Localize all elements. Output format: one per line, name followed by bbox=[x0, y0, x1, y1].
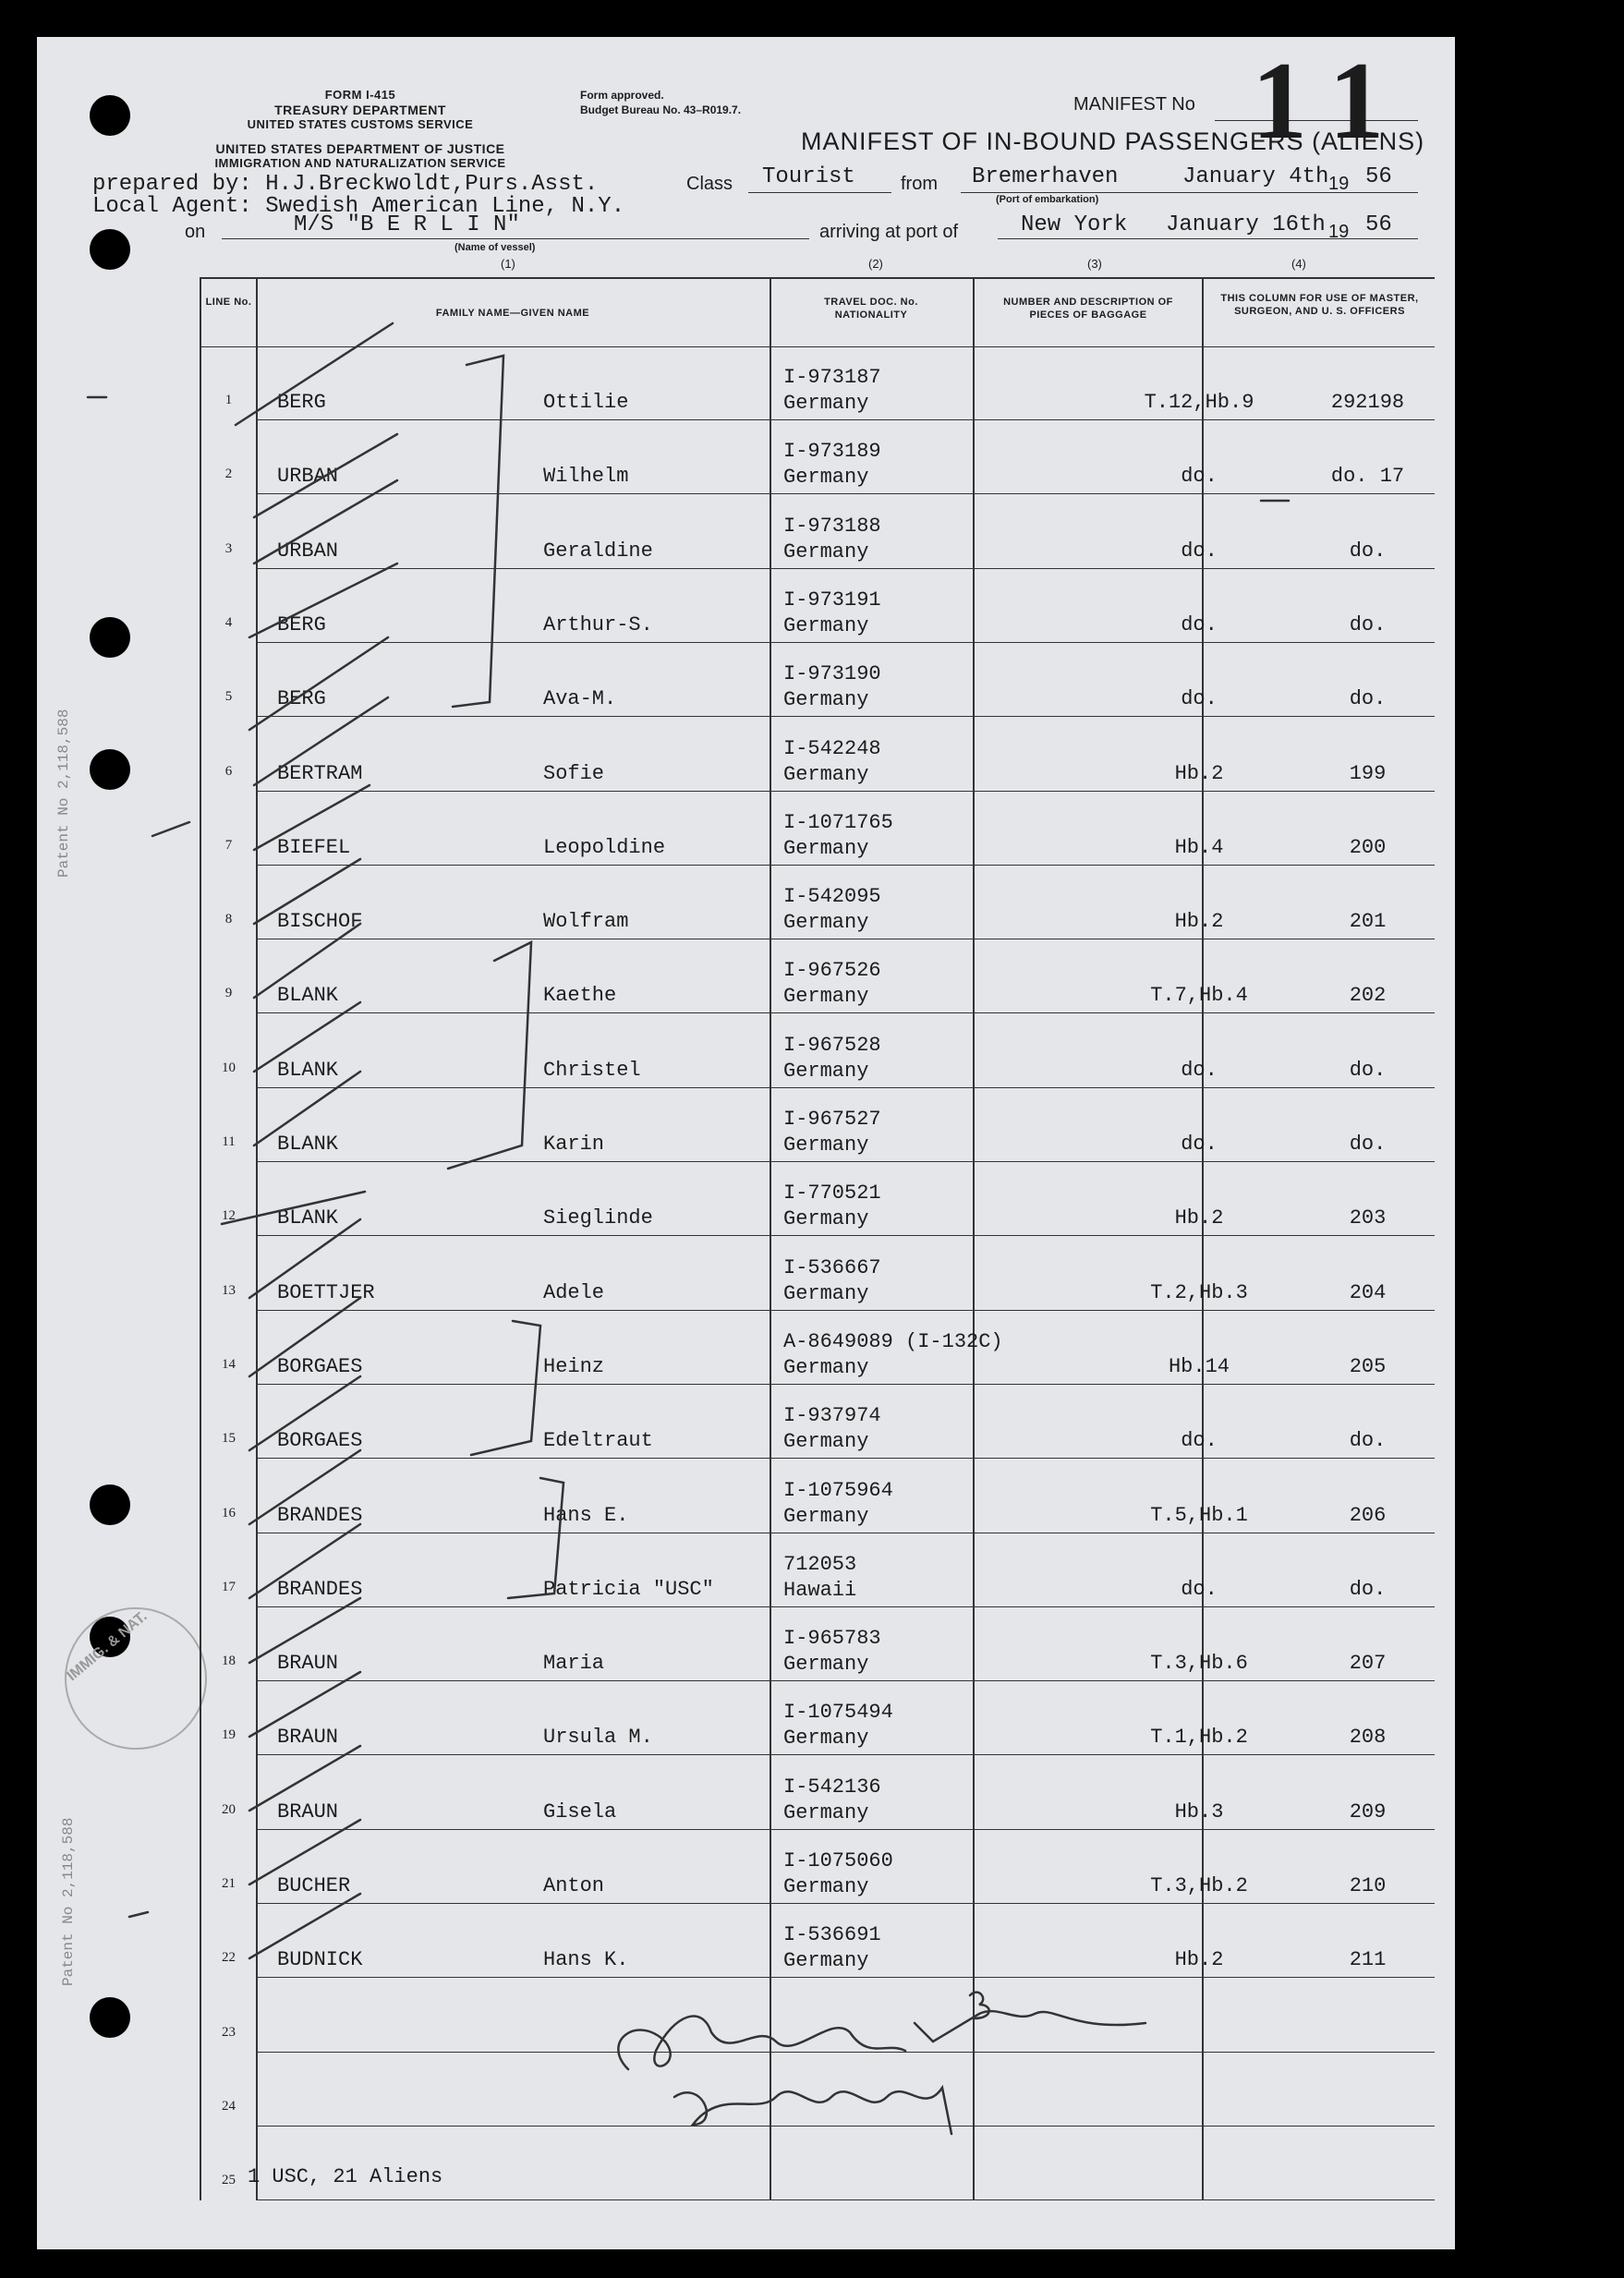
line-number: 16 bbox=[222, 1505, 236, 1521]
arrival-year: 56 bbox=[1365, 212, 1392, 237]
officer-cell: 202 bbox=[1349, 984, 1387, 1008]
travel-doc-number: I-973191 bbox=[783, 588, 881, 612]
nationality: Germany bbox=[783, 1355, 869, 1379]
baggage-cell: T.7,Hb.4 bbox=[1150, 984, 1248, 1008]
line-number: 23 bbox=[222, 2024, 236, 2040]
col-header-officers: THIS COLUMN FOR USE OF MASTER, SURGEON, AND U. S. OFFICERS bbox=[1220, 293, 1419, 317]
line-number: 20 bbox=[222, 1801, 236, 1817]
given-name: Patricia "USC" bbox=[543, 1577, 714, 1601]
baggage-cell: T.3,Hb.2 bbox=[1150, 1874, 1248, 1897]
nationality: Germany bbox=[783, 1059, 869, 1083]
baggage-cell: T.5,Hb.1 bbox=[1150, 1503, 1248, 1527]
on-label: on bbox=[185, 222, 206, 242]
family-name: BUCHER bbox=[277, 1874, 351, 1897]
customs-service: UNITED STATES CUSTOMS SERVICE bbox=[247, 117, 474, 131]
travel-doc-number: I-973187 bbox=[783, 366, 881, 389]
travel-doc-number: A-8649089 (I-132C) bbox=[783, 1329, 1003, 1353]
baggage-cell: Hb.2 bbox=[1174, 761, 1224, 785]
punch-hole bbox=[90, 95, 130, 136]
family-name: BLANK bbox=[277, 1133, 339, 1156]
officer-cell: 199 bbox=[1349, 761, 1387, 785]
officer-cell: 204 bbox=[1349, 1280, 1387, 1304]
col-number-1: (1) bbox=[501, 257, 515, 271]
baggage-cell: T.3,Hb.6 bbox=[1150, 1652, 1248, 1676]
baggage-cell: do. bbox=[1181, 1429, 1218, 1453]
nationality: Germany bbox=[783, 1430, 869, 1454]
baggage-cell: do. bbox=[1181, 1133, 1218, 1156]
baggage-cell: do. bbox=[1181, 539, 1218, 563]
travel-doc-number: I-542136 bbox=[783, 1775, 881, 1799]
family-name: BERTRAM bbox=[277, 761, 363, 785]
travel-doc-number: I-967526 bbox=[783, 959, 881, 983]
line-number: 17 bbox=[222, 1579, 236, 1594]
port-caption: (Port of embarkation) bbox=[996, 194, 1099, 205]
line-number: 14 bbox=[222, 1356, 236, 1372]
nationality: Germany bbox=[783, 1727, 869, 1751]
officer-cell: 201 bbox=[1349, 910, 1387, 934]
given-name: Karin bbox=[543, 1133, 605, 1156]
travel-doc-cell bbox=[783, 1922, 881, 1974]
given-name: Kaethe bbox=[543, 984, 617, 1008]
given-name: Hans E. bbox=[543, 1503, 629, 1527]
baggage-cell: Hb.3 bbox=[1174, 1799, 1224, 1824]
line-number: 13 bbox=[222, 1282, 236, 1298]
officer-cell: do. bbox=[1349, 687, 1387, 711]
travel-doc-cell bbox=[783, 1181, 881, 1232]
baggage-cell: T.1,Hb.2 bbox=[1150, 1726, 1248, 1750]
given-name: Maria bbox=[543, 1652, 605, 1676]
family-name: BLANK bbox=[277, 1058, 339, 1082]
nationality: Germany bbox=[783, 985, 869, 1009]
baggage-cell: T.12,Hb.9 bbox=[1144, 391, 1254, 414]
officer-cell: do. bbox=[1349, 1429, 1387, 1453]
officer-cell: 200 bbox=[1349, 835, 1387, 859]
officer-cell: do. bbox=[1349, 539, 1387, 563]
given-name: Leopoldine bbox=[543, 835, 666, 859]
travel-doc-cell bbox=[783, 1552, 856, 1604]
travel-doc-cell bbox=[783, 661, 881, 713]
vessel-name: M/S "B E R L I N" bbox=[294, 212, 520, 237]
table-row bbox=[201, 1681, 1435, 1755]
officer-cell: 209 bbox=[1349, 1799, 1387, 1824]
family-name: BOETTJER bbox=[277, 1280, 375, 1304]
travel-doc-number: I-1075964 bbox=[783, 1478, 893, 1502]
given-name: Geraldine bbox=[543, 539, 653, 563]
patent-number: Patent No 2,118,588 bbox=[55, 709, 72, 878]
family-name: BRAUN bbox=[277, 1726, 339, 1750]
line-number: 19 bbox=[222, 1727, 236, 1743]
budget-note: Budget Bureau No. 43–R019.7. bbox=[580, 103, 742, 116]
travel-doc-cell bbox=[783, 588, 881, 639]
travel-doc-cell bbox=[783, 365, 881, 417]
given-name: Adele bbox=[543, 1280, 605, 1304]
col-number-4: (4) bbox=[1291, 257, 1306, 271]
travel-doc-cell bbox=[783, 439, 881, 491]
travel-doc-cell bbox=[783, 1033, 881, 1084]
family-name: BRANDES bbox=[277, 1577, 363, 1601]
arrival-port: New York bbox=[1021, 212, 1128, 237]
table-row bbox=[201, 569, 1435, 643]
table-row bbox=[201, 1088, 1435, 1162]
travel-doc-cell bbox=[783, 1329, 1003, 1381]
family-name: BERG bbox=[277, 687, 326, 711]
family-name: 1 USC, 21 Aliens bbox=[248, 2165, 443, 2189]
travel-doc-cell bbox=[783, 1626, 881, 1678]
table-row bbox=[201, 866, 1435, 939]
travel-doc-number: I-770521 bbox=[783, 1181, 881, 1206]
baggage-cell: Hb.2 bbox=[1174, 910, 1224, 934]
table-row bbox=[201, 1830, 1435, 1904]
table-row bbox=[201, 1385, 1435, 1459]
travel-doc-cell bbox=[783, 884, 881, 936]
table-row bbox=[201, 1904, 1435, 1978]
vessel-caption: (Name of vessel) bbox=[454, 242, 536, 253]
line-number: 5 bbox=[224, 689, 233, 705]
table-row bbox=[201, 939, 1435, 1013]
given-name: Hans K. bbox=[543, 1948, 629, 1972]
approved-note: Form approved. bbox=[580, 89, 664, 102]
table-row bbox=[201, 346, 1435, 420]
travel-doc-number: I-965783 bbox=[783, 1627, 881, 1651]
travel-doc-number: I-536691 bbox=[783, 1923, 881, 1947]
officer-cell: 292198 bbox=[1330, 391, 1405, 414]
table-row bbox=[201, 1607, 1435, 1681]
nationality: Germany bbox=[783, 762, 869, 786]
punch-hole bbox=[90, 749, 130, 790]
col-header-line: LINE No. bbox=[205, 297, 252, 308]
line-number: 4 bbox=[224, 614, 233, 630]
table-row bbox=[201, 1756, 1435, 1830]
manifest-title: MANIFEST OF IN-BOUND PASSENGERS (ALIENS) bbox=[801, 127, 1425, 155]
table-row bbox=[201, 1311, 1435, 1385]
line-number: 3 bbox=[224, 540, 233, 556]
arrival-date: January 16th bbox=[1166, 212, 1326, 237]
family-name: BERG bbox=[277, 391, 326, 414]
arrival-year-prefix: 19 bbox=[1328, 222, 1350, 242]
table-row bbox=[201, 420, 1435, 494]
baggage-cell: do. bbox=[1181, 612, 1218, 636]
port-line bbox=[961, 192, 1418, 193]
family-name: BRAUN bbox=[277, 1799, 339, 1824]
col-header-doc: TRAVEL DOC. No. NATIONALITY bbox=[824, 297, 918, 321]
officer-cell: 210 bbox=[1349, 1874, 1387, 1897]
travel-doc-cell bbox=[783, 1478, 893, 1530]
nationality: Germany bbox=[783, 1207, 869, 1231]
line-number: 12 bbox=[222, 1208, 236, 1224]
officer-cell: 208 bbox=[1349, 1726, 1387, 1750]
family-name: BRAUN bbox=[277, 1652, 339, 1676]
nationality: Germany bbox=[783, 1949, 869, 1973]
travel-doc-cell bbox=[783, 958, 881, 1010]
table-row bbox=[201, 1979, 1435, 2053]
line-number: 18 bbox=[222, 1654, 236, 1669]
form-approval bbox=[580, 88, 741, 117]
row-rule bbox=[256, 2199, 1435, 2200]
travel-doc-number: I-1075494 bbox=[783, 1701, 893, 1725]
line-number: 8 bbox=[224, 912, 233, 927]
given-name: Christel bbox=[543, 1058, 641, 1082]
table-row bbox=[201, 2127, 1435, 2200]
table-row bbox=[201, 495, 1435, 569]
travel-doc-number: I-542095 bbox=[783, 885, 881, 909]
table-row bbox=[201, 792, 1435, 866]
table-row bbox=[201, 1460, 1435, 1533]
family-name: BLANK bbox=[277, 1206, 339, 1230]
patent-number: Patent No 2,118,588 bbox=[60, 1817, 77, 1986]
table-row bbox=[201, 2053, 1435, 2127]
line-number: 6 bbox=[224, 763, 233, 779]
given-name: Sieglinde bbox=[543, 1206, 653, 1230]
travel-doc-number: I-973190 bbox=[783, 662, 881, 686]
baggage-cell: do. bbox=[1181, 1577, 1218, 1601]
travel-doc-cell bbox=[783, 810, 893, 862]
nationality: Germany bbox=[783, 1800, 869, 1824]
baggage-cell: do. bbox=[1181, 465, 1218, 489]
nationality: Germany bbox=[783, 836, 869, 860]
line-number: 2 bbox=[224, 467, 233, 482]
travel-doc-cell bbox=[783, 1848, 893, 1900]
baggage-cell: do. bbox=[1181, 687, 1218, 711]
punch-hole bbox=[90, 1484, 130, 1525]
travel-doc-cell bbox=[783, 1403, 881, 1455]
ins-service: IMMIGRATION AND NATURALIZATION SERVICE bbox=[214, 156, 506, 170]
travel-doc-number: I-967527 bbox=[783, 1108, 881, 1131]
class-label: Class bbox=[686, 174, 733, 194]
col-number-2: (2) bbox=[868, 257, 883, 271]
nationality: Germany bbox=[783, 1133, 869, 1157]
arrival-line bbox=[998, 238, 1418, 239]
officer-cell: do. bbox=[1349, 1577, 1387, 1601]
manifest-number: 11 bbox=[1252, 39, 1412, 162]
officer-cell: 205 bbox=[1349, 1354, 1387, 1378]
given-name: Wolfram bbox=[543, 910, 629, 934]
line-number: 10 bbox=[222, 1060, 236, 1075]
nationality: Germany bbox=[783, 392, 869, 415]
col-header-name: FAMILY NAME—GIVEN NAME bbox=[435, 308, 590, 319]
passenger-table bbox=[200, 277, 1435, 2200]
line-number: 7 bbox=[224, 837, 233, 853]
officer-cell: 211 bbox=[1349, 1948, 1387, 1972]
stamp-text: IMMIG. & NAT. bbox=[64, 1608, 151, 1685]
table-row bbox=[201, 1533, 1435, 1607]
form-number: FORM I-415 bbox=[324, 88, 396, 102]
given-name: Ottilie bbox=[543, 391, 629, 414]
baggage-cell: T.2,Hb.3 bbox=[1150, 1280, 1248, 1304]
local-agent: Local Agent: Swedish American Line, N.Y. bbox=[92, 194, 625, 219]
line-number: 24 bbox=[222, 2098, 236, 2114]
given-name: Edeltraut bbox=[543, 1429, 653, 1453]
family-name: BORGAES bbox=[277, 1429, 363, 1453]
officer-cell: 203 bbox=[1349, 1206, 1387, 1230]
officer-cell: do. bbox=[1349, 1133, 1387, 1156]
baggage-cell: Hb.2 bbox=[1174, 1206, 1224, 1230]
family-name: URBAN bbox=[277, 539, 339, 563]
family-name: BORGAES bbox=[277, 1354, 363, 1378]
manifest-no-label: MANIFEST No bbox=[1073, 94, 1195, 115]
punch-hole bbox=[90, 1997, 130, 2038]
arriving-label: arriving at port of bbox=[819, 222, 959, 242]
embarkation-port: Bremerhaven bbox=[972, 164, 1119, 189]
from-label: from bbox=[901, 174, 938, 194]
travel-doc-number: I-937974 bbox=[783, 1404, 881, 1428]
nationality: Germany bbox=[783, 466, 869, 490]
line-number: 9 bbox=[224, 986, 233, 1001]
given-name: Anton bbox=[543, 1874, 605, 1897]
table-row bbox=[201, 643, 1435, 717]
travel-doc-cell bbox=[783, 1255, 881, 1307]
line-number: 15 bbox=[222, 1431, 236, 1447]
family-name: BERG bbox=[277, 612, 326, 636]
travel-doc-number: I-1075060 bbox=[783, 1849, 893, 1872]
punch-hole bbox=[90, 229, 130, 270]
class-line bbox=[748, 192, 891, 193]
departure-year: 56 bbox=[1365, 164, 1392, 189]
officer-cell: 206 bbox=[1349, 1503, 1387, 1527]
nationality: Germany bbox=[783, 911, 869, 935]
table-row bbox=[201, 1162, 1435, 1236]
department-of-justice: UNITED STATES DEPARTMENT OF JUSTICE bbox=[215, 141, 505, 156]
col-number-3: (3) bbox=[1087, 257, 1102, 271]
family-name: URBAN bbox=[277, 465, 339, 489]
baggage-cell: do. bbox=[1181, 1058, 1218, 1082]
nationality: Hawaii bbox=[783, 1578, 857, 1602]
line-number: 21 bbox=[222, 1876, 236, 1891]
line-number: 25 bbox=[222, 2173, 236, 2188]
nationality: Germany bbox=[783, 1875, 869, 1898]
officer-cell: do. bbox=[1349, 1058, 1387, 1082]
travel-doc-number: I-973188 bbox=[783, 514, 881, 538]
travel-doc-number: I-967528 bbox=[783, 1033, 881, 1057]
family-name: BLANK bbox=[277, 984, 339, 1008]
vessel-line bbox=[222, 238, 809, 239]
treasury-department: TREASURY DEPARTMENT bbox=[274, 103, 446, 117]
baggage-cell: Hb.2 bbox=[1174, 1948, 1224, 1972]
prepared-by: prepared by: H.J.Breckwoldt,Purs.Asst. bbox=[92, 172, 599, 197]
travel-doc-number: I-1071765 bbox=[783, 810, 893, 834]
nationality: Germany bbox=[783, 1653, 869, 1677]
travel-doc-cell bbox=[783, 1107, 881, 1158]
travel-doc-cell bbox=[783, 1775, 881, 1826]
nationality: Germany bbox=[783, 539, 869, 563]
travel-doc-number: I-536667 bbox=[783, 1255, 881, 1279]
travel-doc-number: 712053 bbox=[783, 1552, 857, 1576]
given-name: Ava-M. bbox=[543, 687, 617, 711]
given-name: Wilhelm bbox=[543, 465, 629, 489]
line-number: 1 bbox=[224, 393, 233, 407]
class-value: Tourist bbox=[762, 164, 855, 189]
col-header-baggage: NUMBER AND DESCRIPTION OF PIECES OF BAGGAGE bbox=[1003, 297, 1173, 321]
baggage-cell: Hb.4 bbox=[1174, 835, 1224, 859]
nationality: Germany bbox=[783, 1281, 869, 1305]
given-name: Arthur-S. bbox=[543, 612, 653, 636]
given-name: Sofie bbox=[543, 761, 605, 785]
departure-year-prefix: 19 bbox=[1328, 174, 1350, 194]
family-name: BIEFEL bbox=[277, 835, 351, 859]
baggage-cell: Hb.14 bbox=[1168, 1354, 1230, 1378]
table-row bbox=[201, 1237, 1435, 1311]
form-agency-block bbox=[185, 88, 536, 171]
travel-doc-cell bbox=[783, 1700, 893, 1751]
family-name: BISCHOF bbox=[277, 910, 363, 934]
officer-cell: do. 17 bbox=[1330, 465, 1405, 489]
travel-doc-cell bbox=[783, 514, 881, 565]
departure-date: January 4th bbox=[1182, 164, 1329, 189]
family-name: BUDNICK bbox=[277, 1948, 363, 1972]
family-name: BRANDES bbox=[277, 1503, 363, 1527]
line-number: 22 bbox=[222, 1950, 236, 1966]
table-row bbox=[201, 1014, 1435, 1088]
officer-cell: do. bbox=[1349, 612, 1387, 636]
travel-doc-number: I-542248 bbox=[783, 736, 881, 760]
nationality: Germany bbox=[783, 1504, 869, 1528]
given-name: Heinz bbox=[543, 1354, 605, 1378]
nationality: Germany bbox=[783, 688, 869, 712]
officer-cell: 207 bbox=[1349, 1652, 1387, 1676]
given-name: Ursula M. bbox=[543, 1726, 653, 1750]
travel-doc-number: I-973189 bbox=[783, 440, 881, 464]
table-row bbox=[201, 718, 1435, 792]
travel-doc-cell bbox=[783, 736, 881, 788]
given-name: Gisela bbox=[543, 1799, 617, 1824]
nationality: Germany bbox=[783, 613, 869, 637]
punch-hole bbox=[90, 617, 130, 658]
line-number: 11 bbox=[222, 1134, 236, 1149]
